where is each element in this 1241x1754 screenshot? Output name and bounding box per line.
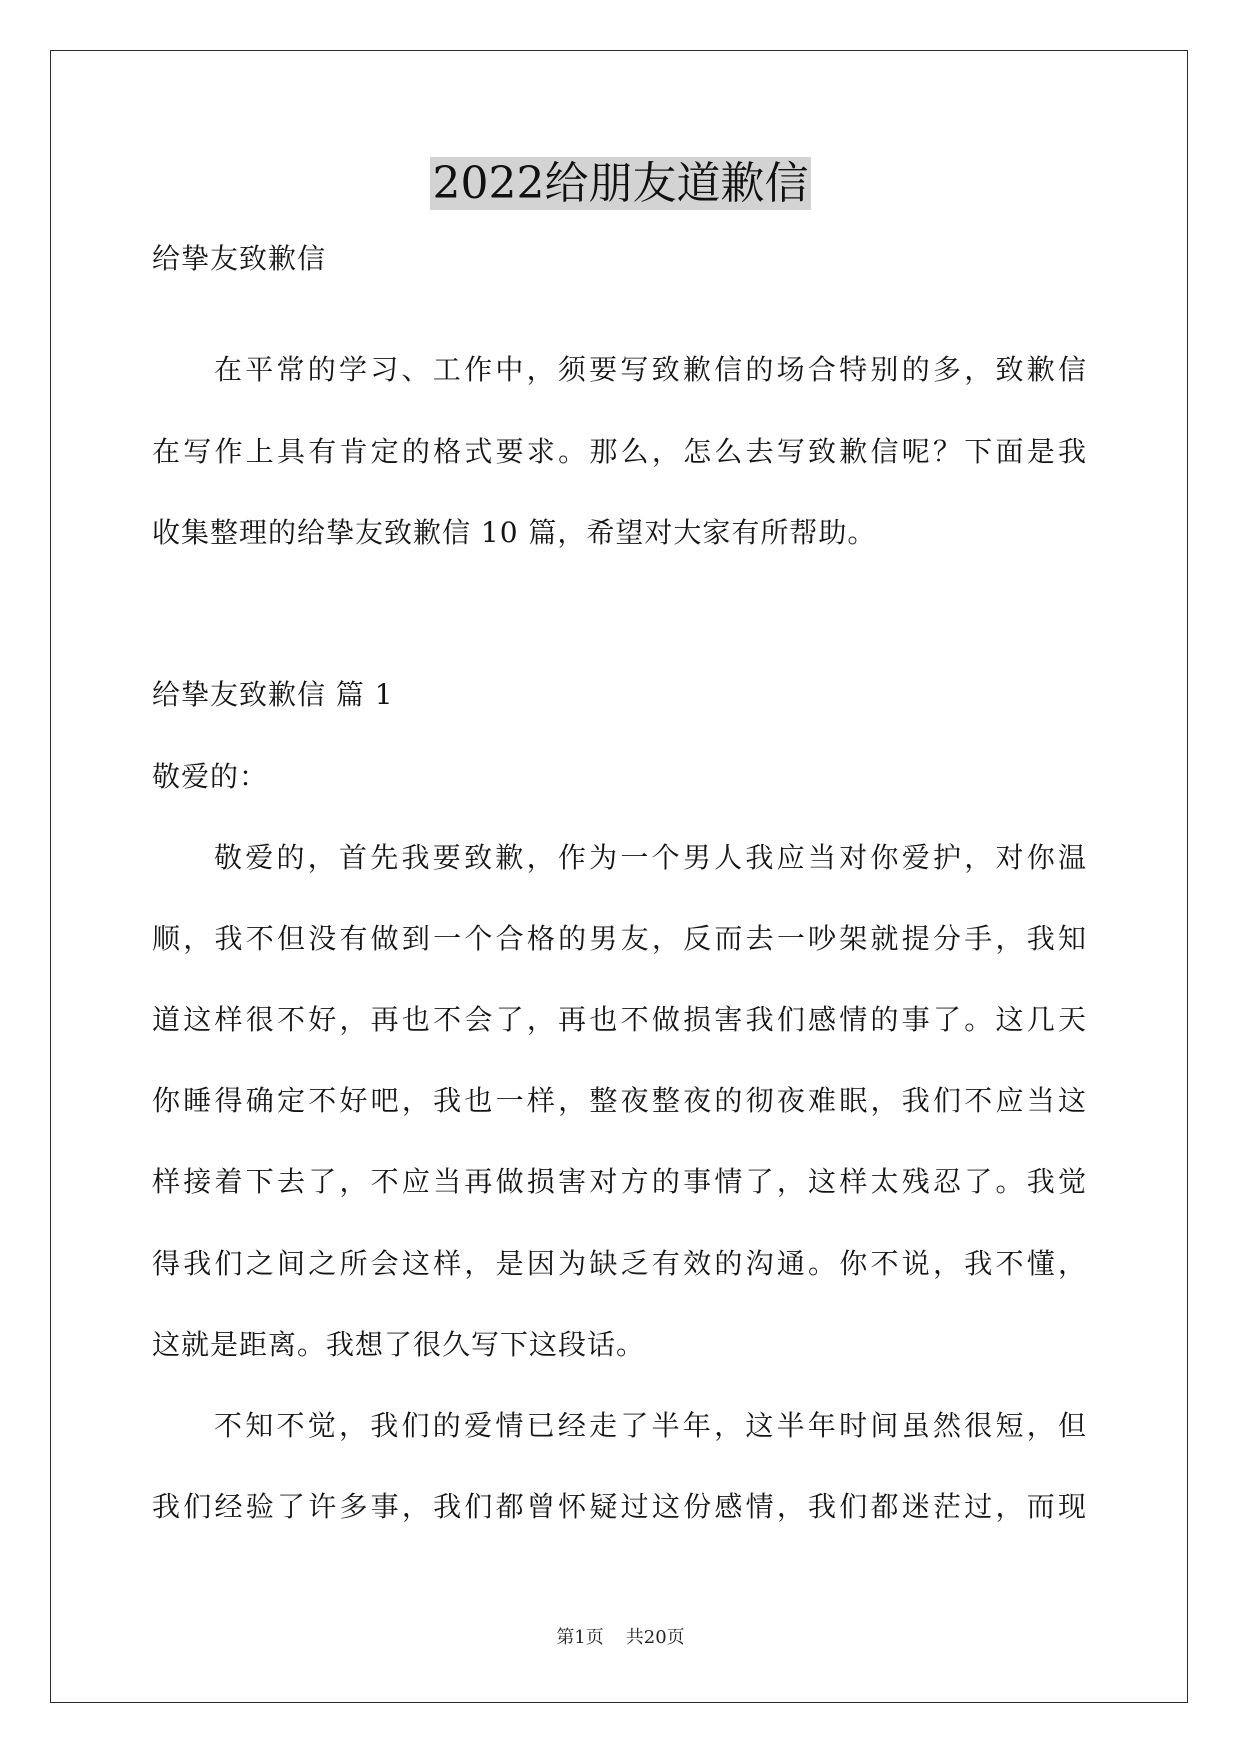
document-title bbox=[0, 157, 1241, 210]
document-body bbox=[152, 218, 1087, 1547]
page-footer bbox=[0, 1626, 1241, 1650]
page-total: 共20页 bbox=[625, 1627, 685, 1648]
paragraph-line: 你睡得确定不好吧，我也一样，整夜整夜的彻夜难眠，我们不应当这 bbox=[152, 1084, 1087, 1118]
paragraph-line: 不知不觉，我们的爱情已经走了半年，这半年时间虽然很短，但 bbox=[214, 1409, 1087, 1443]
paragraph-line: 敬爱的： bbox=[152, 759, 269, 793]
paragraph-line: 在平常的学习、工作中，须要写致歉信的场合特别的多，致歉信 bbox=[214, 353, 1087, 387]
paragraph-line: 收集整理的给挚友致歉信 10 篇，希望对大家有所帮助。 bbox=[152, 515, 877, 549]
body-paragraph bbox=[152, 817, 1087, 1385]
paragraph-line: 样接着下去了，不应当再做损害对方的事情了，这样太残忍了。我觉 bbox=[152, 1165, 1087, 1199]
paragraph-line: 在写作上具有肯定的格式要求。那么，怎么去写致歉信呢？下面是我 bbox=[152, 434, 1087, 468]
letter-heading bbox=[152, 218, 1087, 299]
paragraph-line: 给挚友致歉信 篇 1 bbox=[152, 678, 394, 712]
paragraph-line: 给挚友致歉信 bbox=[152, 242, 327, 276]
page-number: 第1页 bbox=[556, 1627, 604, 1648]
paragraph-line: 这就是距离。我想了很久写下这段话。 bbox=[152, 1327, 646, 1361]
paragraph-line: 敬爱的，首先我要致歉，作为一个男人我应当对你爱护，对你温 bbox=[214, 840, 1087, 874]
paragraph-line: 道这样很不好，再也不会了，再也不做损害我们感情的事了。这几天 bbox=[152, 1003, 1087, 1037]
intro-paragraph bbox=[152, 329, 1087, 573]
body-paragraph bbox=[152, 1385, 1087, 1547]
paragraph-line: 得我们之间之所会这样，是因为缺乏有效的沟通。你不说，我不懂， bbox=[152, 1246, 1087, 1280]
paragraph-line: 顺，我不但没有做到一个合格的男友，反而去一吵架就提分手，我知 bbox=[152, 921, 1087, 955]
section-heading bbox=[152, 654, 1087, 735]
document-title-text: 2022给朋友道歉信 bbox=[430, 157, 812, 210]
salutation bbox=[152, 736, 1087, 817]
paragraph-line: 我们经验了许多事，我们都曾怀疑过这份感情，我们都迷茫过，而现 bbox=[152, 1490, 1087, 1524]
